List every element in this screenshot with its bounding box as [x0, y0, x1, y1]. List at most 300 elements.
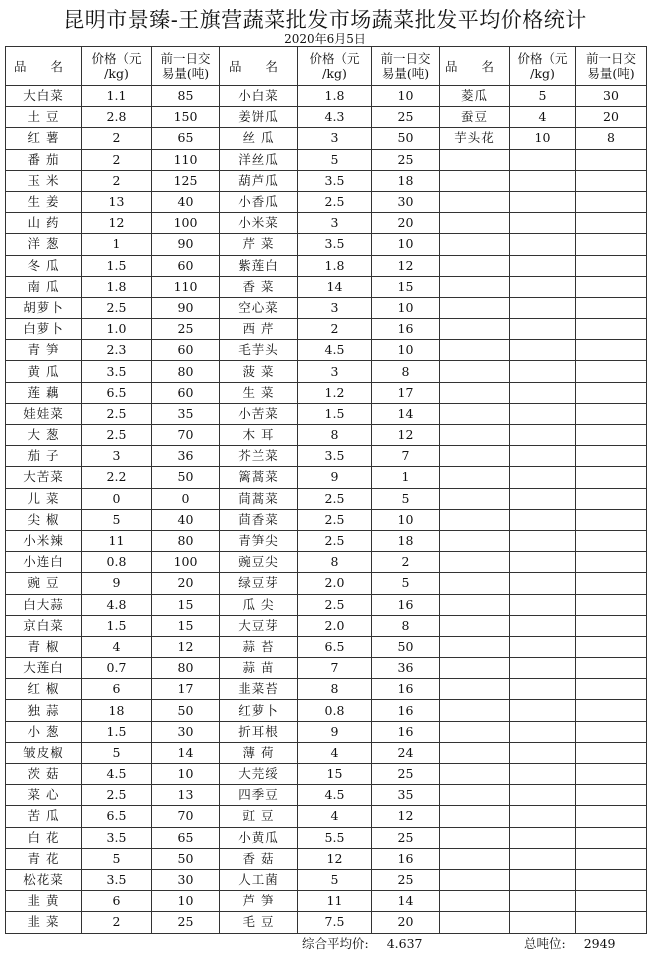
cell-price-3	[510, 764, 576, 785]
col-header-name-1: 品 名	[6, 47, 82, 86]
cell-price-2: 11	[298, 891, 372, 912]
cell-price-2: 12	[298, 848, 372, 869]
table-row	[6, 679, 647, 700]
cell-name-3: 芋头花	[440, 128, 510, 149]
cell-price-1: 6.5	[82, 382, 152, 403]
cell-price-3	[510, 679, 576, 700]
col-header-volume-2: 前一日交 易量(吨)	[372, 47, 440, 86]
table-row	[6, 488, 647, 509]
cell-name-3	[440, 467, 510, 488]
cell-volume-2: 17	[372, 382, 440, 403]
cell-volume-1: 20	[152, 573, 220, 594]
cell-price-1: 1.5	[82, 721, 152, 742]
cell-volume-3	[576, 636, 647, 657]
cell-price-2: 4.5	[298, 340, 372, 361]
cell-price-3	[510, 509, 576, 530]
cell-price-1: 2	[82, 170, 152, 191]
cell-name-1: 山 药	[6, 213, 82, 234]
cell-price-2: 3	[298, 361, 372, 382]
cell-volume-3	[576, 319, 647, 340]
cell-volume-2: 50	[372, 636, 440, 657]
header-row	[6, 47, 647, 86]
cell-price-1: 1.5	[82, 615, 152, 636]
cell-volume-3	[576, 361, 647, 382]
cell-name-1: 大苦菜	[6, 467, 82, 488]
col-header-price-2: 价格（元 /kg)	[298, 47, 372, 86]
cell-price-3	[510, 615, 576, 636]
cell-volume-1: 14	[152, 742, 220, 763]
cell-volume-3	[576, 425, 647, 446]
cell-name-1: 韭 菜	[6, 912, 82, 933]
cell-volume-1: 60	[152, 255, 220, 276]
cell-name-2: 洋丝瓜	[220, 149, 298, 170]
cell-volume-2: 16	[372, 848, 440, 869]
cell-volume-2: 5	[372, 573, 440, 594]
cell-volume-1: 80	[152, 530, 220, 551]
cell-name-2: 篱蒿菜	[220, 467, 298, 488]
table-row	[6, 276, 647, 297]
cell-price-2: 3.5	[298, 446, 372, 467]
cell-volume-1: 0	[152, 488, 220, 509]
cell-price-2: 14	[298, 276, 372, 297]
table-row	[6, 700, 647, 721]
table-row	[6, 467, 647, 488]
cell-name-1: 儿 菜	[6, 488, 82, 509]
cell-volume-2: 24	[372, 742, 440, 763]
cell-name-1: 土 豆	[6, 107, 82, 128]
cell-name-3	[440, 636, 510, 657]
cell-price-1: 13	[82, 191, 152, 212]
cell-name-1: 白 花	[6, 827, 82, 848]
cell-volume-3	[576, 679, 647, 700]
cell-price-3	[510, 806, 576, 827]
cell-volume-3	[576, 488, 647, 509]
table-row	[6, 425, 647, 446]
cell-name-3	[440, 276, 510, 297]
cell-volume-1: 30	[152, 721, 220, 742]
cell-price-1: 1	[82, 234, 152, 255]
cell-price-2: 15	[298, 764, 372, 785]
cell-name-1: 菜 心	[6, 785, 82, 806]
cell-price-2: 6.5	[298, 636, 372, 657]
cell-name-2: 木 耳	[220, 425, 298, 446]
cell-price-1: 18	[82, 700, 152, 721]
cell-volume-2: 10	[372, 340, 440, 361]
cell-price-2: 4	[298, 806, 372, 827]
cell-name-2: 大芫绥	[220, 764, 298, 785]
page-title: 昆明市景臻-王旗营蔬菜批发市场蔬菜批发平均价格统计	[63, 8, 587, 32]
cell-name-2: 紫莲白	[220, 255, 298, 276]
cell-name-2: 瓜 尖	[220, 594, 298, 615]
cell-price-1: 4	[82, 636, 152, 657]
table-row	[6, 191, 647, 212]
cell-name-3	[440, 297, 510, 318]
cell-name-2: 豇 豆	[220, 806, 298, 827]
cell-volume-1: 25	[152, 319, 220, 340]
cell-price-3	[510, 742, 576, 763]
price-table	[5, 46, 647, 934]
cell-volume-3: 20	[576, 107, 647, 128]
cell-name-3	[440, 848, 510, 869]
cell-price-1: 4.8	[82, 594, 152, 615]
cell-volume-3	[576, 848, 647, 869]
cell-volume-2: 10	[372, 86, 440, 107]
cell-name-3	[440, 361, 510, 382]
cell-name-2: 大豆芽	[220, 615, 298, 636]
col-header-name-2: 品 名	[220, 47, 298, 86]
cell-price-3	[510, 361, 576, 382]
cell-price-2: 1.5	[298, 403, 372, 424]
cell-price-2: 1.2	[298, 382, 372, 403]
cell-volume-2: 14	[372, 403, 440, 424]
cell-volume-1: 70	[152, 425, 220, 446]
cell-volume-1: 65	[152, 827, 220, 848]
cell-price-3	[510, 488, 576, 509]
cell-name-3	[440, 319, 510, 340]
cell-name-2: 菠 菜	[220, 361, 298, 382]
cell-name-3	[440, 742, 510, 763]
cell-volume-1: 125	[152, 170, 220, 191]
table-row	[6, 149, 647, 170]
table-row	[6, 403, 647, 424]
cell-volume-1: 70	[152, 806, 220, 827]
cell-name-1: 豌 豆	[6, 573, 82, 594]
cell-price-1: 6.5	[82, 806, 152, 827]
cell-volume-2: 20	[372, 912, 440, 933]
total-tonnage-value: 2949	[583, 936, 616, 951]
cell-volume-2: 8	[372, 615, 440, 636]
cell-price-1: 3.5	[82, 361, 152, 382]
cell-volume-1: 12	[152, 636, 220, 657]
cell-price-2: 2.5	[298, 509, 372, 530]
cell-volume-1: 30	[152, 869, 220, 890]
table-row	[6, 742, 647, 763]
cell-volume-1: 50	[152, 467, 220, 488]
cell-name-3	[440, 721, 510, 742]
cell-volume-1: 50	[152, 700, 220, 721]
cell-name-3	[440, 425, 510, 446]
cell-name-1: 尖 椒	[6, 509, 82, 530]
cell-name-3	[440, 912, 510, 933]
table-row	[6, 340, 647, 361]
cell-name-1: 独 蒜	[6, 700, 82, 721]
cell-price-3	[510, 848, 576, 869]
table-row	[6, 764, 647, 785]
table-row	[6, 785, 647, 806]
cell-name-2: 绿豆芽	[220, 573, 298, 594]
cell-name-3	[440, 213, 510, 234]
cell-name-3	[440, 149, 510, 170]
cell-volume-2: 12	[372, 255, 440, 276]
cell-name-2: 韭菜苔	[220, 679, 298, 700]
cell-name-3	[440, 509, 510, 530]
cell-name-3	[440, 552, 510, 573]
cell-price-1: 1.0	[82, 319, 152, 340]
cell-price-3	[510, 827, 576, 848]
cell-name-2: 芥兰菜	[220, 446, 298, 467]
cell-name-2: 毛芋头	[220, 340, 298, 361]
cell-price-2: 3	[298, 128, 372, 149]
total-tonnage-label: 总吨位:	[524, 936, 566, 951]
cell-price-2: 0.8	[298, 700, 372, 721]
cell-volume-2: 18	[372, 170, 440, 191]
cell-volume-3	[576, 213, 647, 234]
cell-name-3	[440, 488, 510, 509]
cell-name-1: 玉 米	[6, 170, 82, 191]
cell-volume-1: 17	[152, 679, 220, 700]
cell-volume-3	[576, 742, 647, 763]
cell-name-3	[440, 785, 510, 806]
cell-name-3	[440, 764, 510, 785]
cell-price-1: 2.5	[82, 785, 152, 806]
table-row	[6, 869, 647, 890]
cell-name-2: 人工菌	[220, 869, 298, 890]
cell-price-2: 2.5	[298, 191, 372, 212]
cell-volume-2: 30	[372, 191, 440, 212]
cell-name-1: 白大蒜	[6, 594, 82, 615]
table-body	[6, 86, 647, 934]
cell-name-2: 姜饼瓜	[220, 107, 298, 128]
cell-volume-3	[576, 340, 647, 361]
cell-name-1: 小连白	[6, 552, 82, 573]
cell-volume-1: 15	[152, 594, 220, 615]
cell-volume-3	[576, 149, 647, 170]
cell-name-1: 红 椒	[6, 679, 82, 700]
cell-name-2: 四季豆	[220, 785, 298, 806]
col-header-price-1: 价格（元 /kg)	[82, 47, 152, 86]
cell-price-3	[510, 446, 576, 467]
cell-price-2: 8	[298, 552, 372, 573]
cell-price-1: 2.5	[82, 425, 152, 446]
cell-name-3	[440, 530, 510, 551]
cell-price-1: 3	[82, 446, 152, 467]
cell-volume-1: 36	[152, 446, 220, 467]
cell-name-1: 大 葱	[6, 425, 82, 446]
cell-name-1: 莲 藕	[6, 382, 82, 403]
cell-price-1: 2.2	[82, 467, 152, 488]
cell-price-2: 1.8	[298, 86, 372, 107]
cell-volume-3: 30	[576, 86, 647, 107]
cell-name-1: 冬 瓜	[6, 255, 82, 276]
cell-volume-1: 90	[152, 234, 220, 255]
cell-price-1: 2.3	[82, 340, 152, 361]
cell-volume-3	[576, 573, 647, 594]
cell-price-3	[510, 425, 576, 446]
cell-volume-3	[576, 255, 647, 276]
cell-volume-1: 10	[152, 891, 220, 912]
cell-volume-3	[576, 806, 647, 827]
cell-price-1: 0.7	[82, 658, 152, 679]
col-header-volume-1: 前一日交 易量(吨)	[152, 47, 220, 86]
cell-name-2: 红萝卜	[220, 700, 298, 721]
cell-name-2: 豌豆尖	[220, 552, 298, 573]
cell-name-2: 茼蒿菜	[220, 488, 298, 509]
cell-volume-3	[576, 658, 647, 679]
cell-price-1: 3.5	[82, 827, 152, 848]
cell-price-2: 4.3	[298, 107, 372, 128]
cell-name-2: 蒜 苗	[220, 658, 298, 679]
cell-volume-2: 15	[372, 276, 440, 297]
cell-name-1: 小 葱	[6, 721, 82, 742]
cell-price-3	[510, 721, 576, 742]
cell-price-3	[510, 869, 576, 890]
table-row	[6, 382, 647, 403]
cell-price-1: 12	[82, 213, 152, 234]
cell-name-2: 空心菜	[220, 297, 298, 318]
cell-name-1: 大莲白	[6, 658, 82, 679]
cell-price-3	[510, 276, 576, 297]
cell-price-1: 2.5	[82, 297, 152, 318]
table-row	[6, 509, 647, 530]
cell-volume-1: 60	[152, 382, 220, 403]
cell-price-3: 10	[510, 128, 576, 149]
table-row	[6, 552, 647, 573]
cell-price-2: 7.5	[298, 912, 372, 933]
cell-volume-3	[576, 234, 647, 255]
cell-volume-2: 25	[372, 764, 440, 785]
cell-name-1: 大白菜	[6, 86, 82, 107]
cell-volume-3	[576, 721, 647, 742]
cell-volume-1: 35	[152, 403, 220, 424]
cell-price-1: 2	[82, 149, 152, 170]
cell-volume-3	[576, 785, 647, 806]
cell-price-2: 4	[298, 742, 372, 763]
cell-name-2: 小白菜	[220, 86, 298, 107]
table-row	[6, 636, 647, 657]
cell-volume-2: 8	[372, 361, 440, 382]
cell-price-3	[510, 912, 576, 933]
cell-volume-3	[576, 403, 647, 424]
cell-price-2: 3	[298, 213, 372, 234]
table-row	[6, 107, 647, 128]
cell-name-2: 丝 瓜	[220, 128, 298, 149]
cell-volume-3	[576, 382, 647, 403]
cell-name-3	[440, 403, 510, 424]
table-row	[6, 530, 647, 551]
cell-volume-2: 16	[372, 721, 440, 742]
cell-price-3	[510, 552, 576, 573]
table-row	[6, 446, 647, 467]
cell-name-3	[440, 340, 510, 361]
cell-price-3	[510, 213, 576, 234]
cell-name-3	[440, 446, 510, 467]
cell-price-1: 2	[82, 128, 152, 149]
cell-price-2: 2.5	[298, 488, 372, 509]
cell-price-3	[510, 636, 576, 657]
cell-price-2: 2.0	[298, 615, 372, 636]
table-row	[6, 848, 647, 869]
cell-name-1: 松花菜	[6, 869, 82, 890]
cell-price-3	[510, 785, 576, 806]
cell-volume-1: 10	[152, 764, 220, 785]
cell-price-2: 9	[298, 467, 372, 488]
cell-volume-1: 15	[152, 615, 220, 636]
cell-volume-3: 8	[576, 128, 647, 149]
cell-volume-2: 12	[372, 425, 440, 446]
cell-volume-2: 25	[372, 149, 440, 170]
cell-name-2: 青笋尖	[220, 530, 298, 551]
table-row	[6, 573, 647, 594]
cell-price-2: 3	[298, 297, 372, 318]
cell-price-2: 5	[298, 869, 372, 890]
cell-volume-2: 10	[372, 509, 440, 530]
cell-name-2: 芦 笋	[220, 891, 298, 912]
table-row	[6, 319, 647, 340]
cell-name-3	[440, 615, 510, 636]
col-header-volume-3: 前一日交 易量(吨)	[576, 47, 647, 86]
cell-volume-2: 7	[372, 446, 440, 467]
cell-name-3	[440, 255, 510, 276]
cell-price-1: 11	[82, 530, 152, 551]
cell-price-1: 3.5	[82, 869, 152, 890]
cell-price-2: 2.5	[298, 594, 372, 615]
cell-name-3	[440, 594, 510, 615]
cell-name-2: 小香瓜	[220, 191, 298, 212]
cell-name-3: 菱瓜	[440, 86, 510, 107]
cell-name-1: 青 花	[6, 848, 82, 869]
cell-volume-3	[576, 170, 647, 191]
cell-volume-1: 150	[152, 107, 220, 128]
cell-name-1: 胡萝卜	[6, 297, 82, 318]
cell-volume-2: 16	[372, 679, 440, 700]
table-row	[6, 86, 647, 107]
cell-volume-3	[576, 446, 647, 467]
cell-volume-1: 100	[152, 552, 220, 573]
cell-name-3	[440, 806, 510, 827]
cell-price-3	[510, 891, 576, 912]
cell-volume-1: 80	[152, 658, 220, 679]
cell-volume-1: 80	[152, 361, 220, 382]
cell-volume-2: 16	[372, 700, 440, 721]
cell-name-2: 薄 荷	[220, 742, 298, 763]
cell-price-1: 2.8	[82, 107, 152, 128]
cell-volume-3	[576, 700, 647, 721]
cell-price-2: 2	[298, 319, 372, 340]
table-row	[6, 170, 647, 191]
cell-price-3: 5	[510, 86, 576, 107]
cell-name-2: 芹 菜	[220, 234, 298, 255]
cell-volume-3	[576, 827, 647, 848]
cell-name-1: 茄 子	[6, 446, 82, 467]
cell-volume-2: 16	[372, 319, 440, 340]
table-row	[6, 615, 647, 636]
cell-price-1: 5	[82, 509, 152, 530]
cell-price-3	[510, 403, 576, 424]
table-row	[6, 128, 647, 149]
cell-name-1: 生 姜	[6, 191, 82, 212]
cell-name-3	[440, 573, 510, 594]
cell-name-1: 皱皮椒	[6, 742, 82, 763]
cell-name-3	[440, 382, 510, 403]
cell-name-2: 茴香菜	[220, 509, 298, 530]
cell-volume-2: 1	[372, 467, 440, 488]
cell-price-2: 9	[298, 721, 372, 742]
table-row	[6, 255, 647, 276]
cell-price-1: 9	[82, 573, 152, 594]
cell-price-3	[510, 530, 576, 551]
cell-name-1: 白萝卜	[6, 319, 82, 340]
table-row	[6, 891, 647, 912]
cell-volume-1: 60	[152, 340, 220, 361]
cell-price-3	[510, 658, 576, 679]
table-row	[6, 658, 647, 679]
cell-name-1: 苦 瓜	[6, 806, 82, 827]
cell-name-2: 毛 豆	[220, 912, 298, 933]
table-row	[6, 827, 647, 848]
table-row	[6, 234, 647, 255]
cell-volume-1: 13	[152, 785, 220, 806]
cell-name-2: 小黄瓜	[220, 827, 298, 848]
